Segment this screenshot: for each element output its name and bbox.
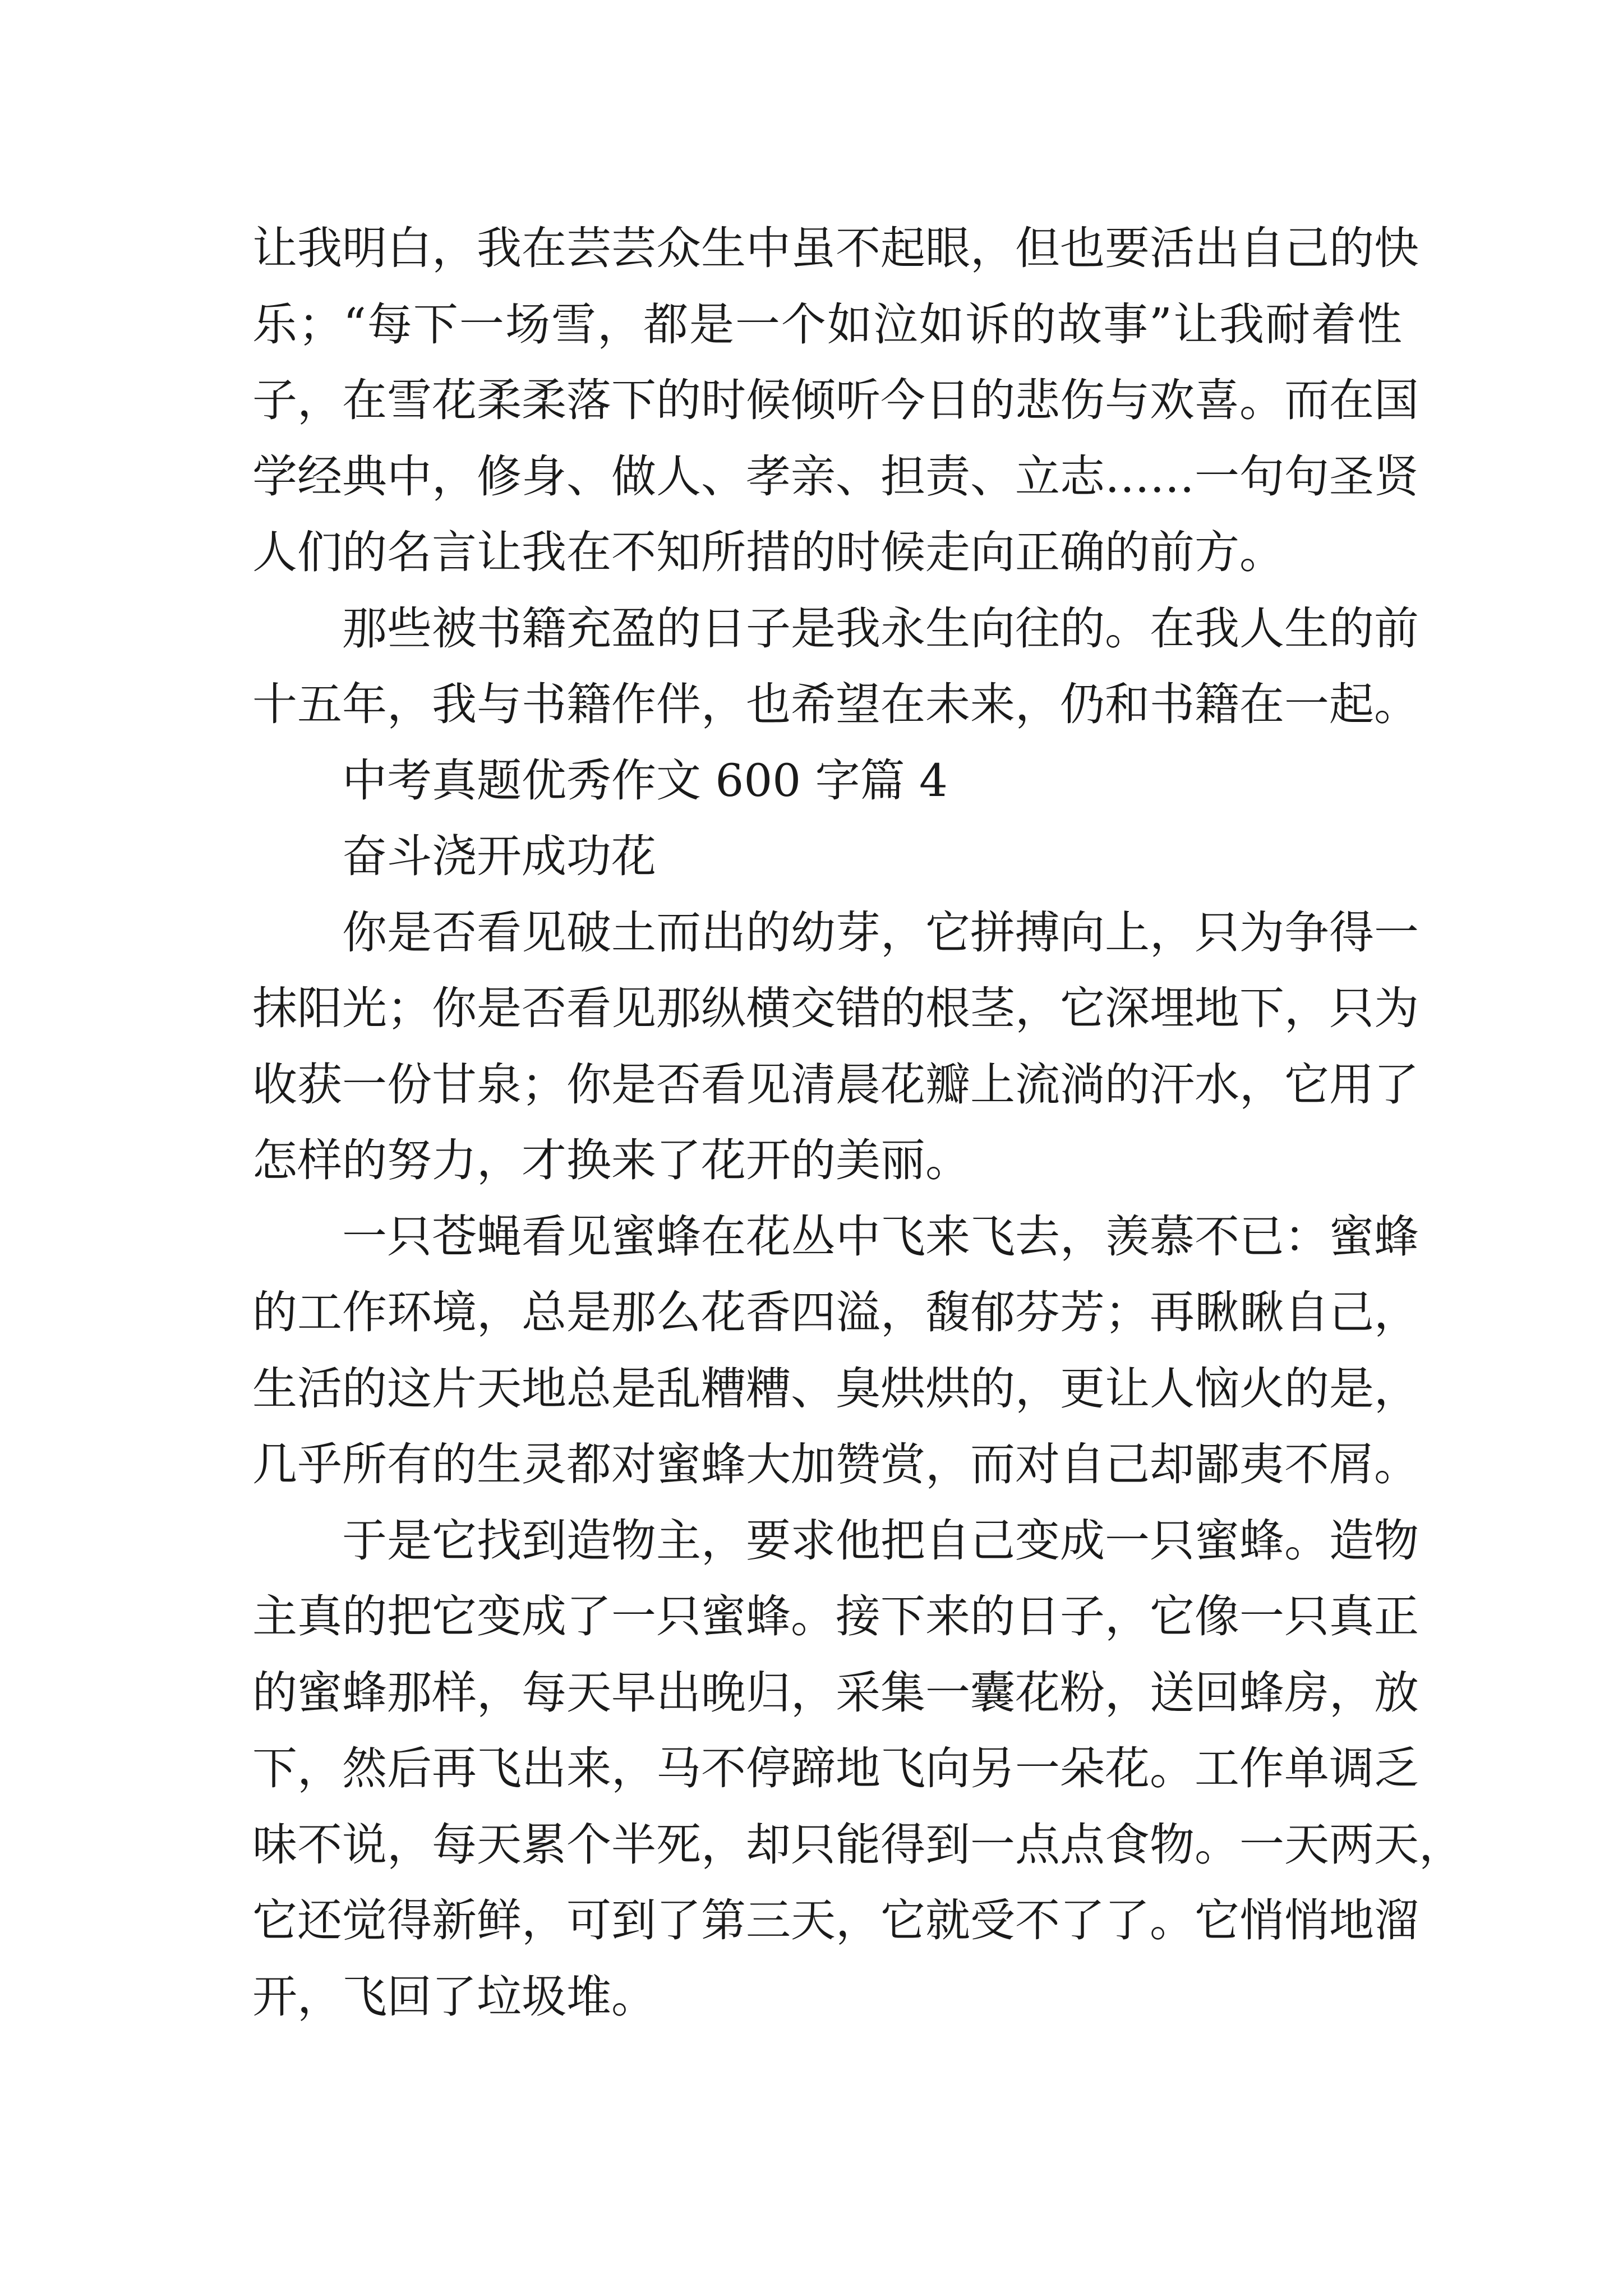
text-line: 那些被书籍充盈的日子是我永生向往的。在我人生的前 — [342, 602, 1419, 655]
text-line: 抹阳光；你是否看见那纵横交错的根茎，它深埋地下，只为 — [252, 982, 1419, 1034]
text-line: 人们的名言让我在不知所措的时候走向正确的前方。 — [252, 526, 1284, 578]
text-line: 的蜜蜂那样，每天早出晚归，采集一囊花粉，送回蜂房，放 — [252, 1666, 1419, 1719]
text-line: 乐；“每下一场雪，都是一个如泣如诉的故事”让我耐着性 — [252, 298, 1402, 351]
section-heading: 中考真题优秀作文 600 字篇 4 — [342, 754, 948, 807]
text-line: 一只苍蝇看见蜜蜂在花丛中飞来飞去，羡慕不已：蜜蜂 — [342, 1210, 1419, 1263]
text-line: 于是它找到造物主，要求他把自己变成一只蜜蜂。造物 — [342, 1514, 1419, 1567]
text-line: 让我明白，我在芸芸众生中虽不起眼，但也要活出自己的快 — [252, 222, 1419, 274]
text-line: 子，在雪花柔柔落下的时候倾听今日的悲伤与欢喜。而在国 — [252, 374, 1419, 426]
text-line: 味不说，每天累个半死，却只能得到一点点食物。一天两天， — [252, 1818, 1464, 1871]
text-line: 十五年，我与书籍作伴，也希望在未来，仍和书籍在一起。 — [252, 678, 1419, 730]
text-line: 它还觉得新鲜，可到了第三天，它就受不了了。它悄悄地溜 — [252, 1894, 1419, 1947]
essay-body — [252, 210, 1464, 2035]
text-line: 的工作环境，总是那么花香四溢，馥郁芬芳；再瞅瞅自己， — [252, 1286, 1419, 1338]
text-line: 主真的把它变成了一只蜜蜂。接下来的日子，它像一只真正 — [252, 1590, 1419, 1642]
text-line: 生活的这片天地总是乱糟糟、臭烘烘的，更让人恼火的是， — [252, 1362, 1419, 1415]
text-line: 你是否看见破土而出的幼芽，它拼搏向上，只为争得一 — [342, 906, 1419, 959]
text-line: 开，飞回了垃圾堆。 — [252, 1970, 656, 2023]
essay-title: 奋斗浇开成功花 — [342, 830, 656, 882]
text-line: 怎样的努力，才换来了花开的美丽。 — [252, 1134, 970, 1186]
text-line: 收获一份甘泉；你是否看见清晨花瓣上流淌的汗水，它用了 — [252, 1058, 1419, 1111]
text-line: 下，然后再飞出来，马不停蹄地飞向另一朵花。工作单调乏 — [252, 1742, 1419, 1795]
text-line: 几乎所有的生灵都对蜜蜂大加赞赏，而对自己却鄙夷不屑。 — [252, 1438, 1419, 1490]
text-line: 学经典中，修身、做人、孝亲、担责、立志……一句句圣贤 — [252, 450, 1419, 503]
